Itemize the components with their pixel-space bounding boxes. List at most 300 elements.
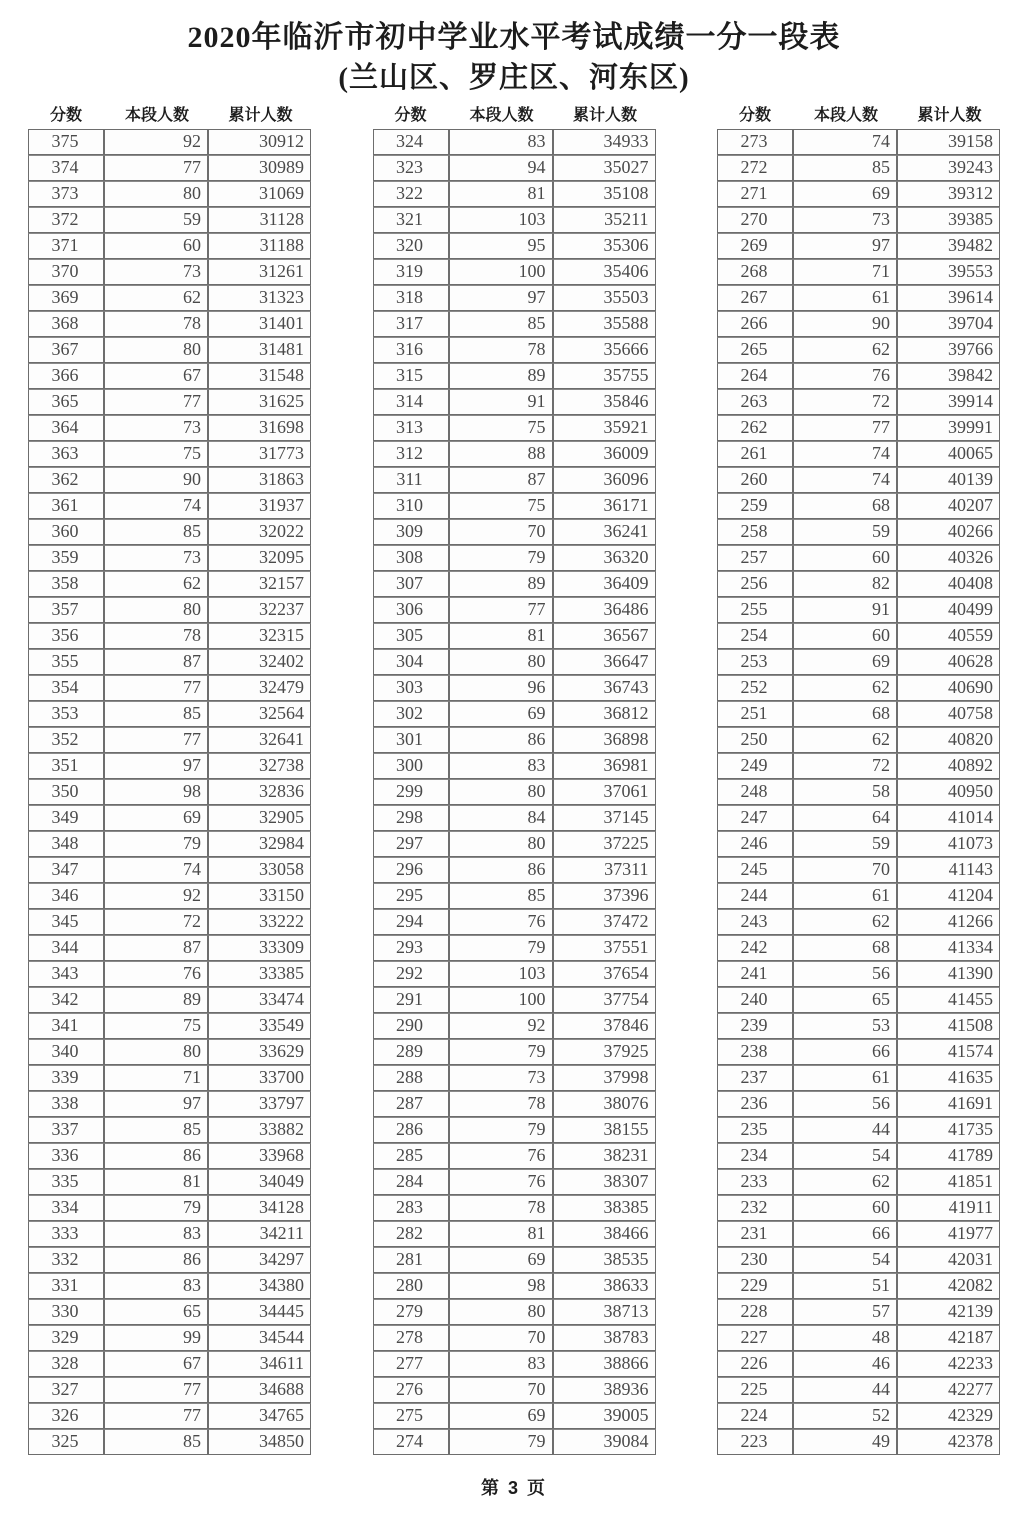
table-row [28, 1325, 311, 1351]
cell-segment-count: 70 [449, 1325, 553, 1351]
table-row [373, 675, 656, 701]
table-row [373, 1221, 656, 1247]
cell-segment-count: 60 [793, 623, 897, 649]
cell-cumulative-count: 39482 [897, 233, 1000, 259]
cell-cumulative-count: 37998 [553, 1065, 656, 1091]
cell-segment-count: 54 [793, 1247, 897, 1273]
cell-segment-count: 70 [449, 519, 553, 545]
cell-score: 264 [717, 363, 793, 389]
table-row [28, 1091, 311, 1117]
cell-score: 320 [373, 233, 449, 259]
cell-segment-count: 87 [449, 467, 553, 493]
cell-score: 229 [717, 1273, 793, 1299]
table-row [28, 649, 311, 675]
table-row [28, 1429, 311, 1455]
cell-score: 319 [373, 259, 449, 285]
cell-score: 238 [717, 1039, 793, 1065]
cell-cumulative-count: 41977 [897, 1221, 1000, 1247]
table-row [28, 805, 311, 831]
cell-segment-count: 86 [104, 1143, 208, 1169]
cell-score: 356 [28, 623, 104, 649]
cell-segment-count: 81 [449, 181, 553, 207]
cell-score: 322 [373, 181, 449, 207]
cell-segment-count: 77 [104, 675, 208, 701]
cell-cumulative-count: 34297 [208, 1247, 311, 1273]
cell-segment-count: 65 [104, 1299, 208, 1325]
cell-segment-count: 80 [449, 649, 553, 675]
cell-cumulative-count: 37925 [553, 1039, 656, 1065]
cell-segment-count: 56 [793, 1091, 897, 1117]
cell-score: 335 [28, 1169, 104, 1195]
cell-cumulative-count: 41691 [897, 1091, 1000, 1117]
cell-segment-count: 79 [449, 935, 553, 961]
cell-cumulative-count: 41455 [897, 987, 1000, 1013]
cell-score: 345 [28, 909, 104, 935]
score-table-block-3 [711, 106, 1006, 1455]
cell-cumulative-count: 32157 [208, 571, 311, 597]
cell-segment-count: 77 [104, 727, 208, 753]
cell-segment-count: 89 [449, 363, 553, 389]
cell-cumulative-count: 35503 [553, 285, 656, 311]
cell-cumulative-count: 39158 [897, 129, 1000, 155]
cell-cumulative-count: 36320 [553, 545, 656, 571]
cell-segment-count: 76 [104, 961, 208, 987]
cell-score: 334 [28, 1195, 104, 1221]
cell-segment-count: 74 [104, 857, 208, 883]
cell-score: 280 [373, 1273, 449, 1299]
cell-score: 275 [373, 1403, 449, 1429]
cell-segment-count: 68 [793, 493, 897, 519]
cell-segment-count: 83 [104, 1273, 208, 1299]
cell-score: 287 [373, 1091, 449, 1117]
cell-score: 256 [717, 571, 793, 597]
table-row [373, 389, 656, 415]
table-row [717, 155, 1000, 181]
cell-segment-count: 60 [793, 1195, 897, 1221]
cell-score: 288 [373, 1065, 449, 1091]
table-row [717, 571, 1000, 597]
cell-cumulative-count: 37311 [553, 857, 656, 883]
cell-segment-count: 67 [104, 363, 208, 389]
cell-score: 373 [28, 181, 104, 207]
table-row [373, 623, 656, 649]
cell-segment-count: 59 [793, 831, 897, 857]
cell-cumulative-count: 34128 [208, 1195, 311, 1221]
document-title-block [0, 0, 1028, 98]
table-row [373, 597, 656, 623]
cell-score: 237 [717, 1065, 793, 1091]
cell-cumulative-count: 35666 [553, 337, 656, 363]
cell-score: 374 [28, 155, 104, 181]
table-row [717, 1351, 1000, 1377]
cell-segment-count: 74 [104, 493, 208, 519]
cell-score: 230 [717, 1247, 793, 1273]
cell-score: 233 [717, 1169, 793, 1195]
cell-cumulative-count: 36743 [553, 675, 656, 701]
cell-segment-count: 52 [793, 1403, 897, 1429]
cell-segment-count: 87 [104, 649, 208, 675]
table-row [373, 909, 656, 935]
cell-score: 244 [717, 883, 793, 909]
cell-score: 348 [28, 831, 104, 857]
cell-cumulative-count: 32479 [208, 675, 311, 701]
table-row [373, 727, 656, 753]
table-row [28, 1065, 311, 1091]
column-header-segment-count: 本段人数 [469, 107, 534, 124]
cell-cumulative-count: 36009 [553, 441, 656, 467]
cell-score: 304 [373, 649, 449, 675]
table-row [28, 1403, 311, 1429]
table-row [28, 1351, 311, 1377]
cell-cumulative-count: 37846 [553, 1013, 656, 1039]
cell-score: 224 [717, 1403, 793, 1429]
cell-score: 246 [717, 831, 793, 857]
cell-segment-count: 98 [104, 779, 208, 805]
cell-cumulative-count: 32315 [208, 623, 311, 649]
score-distribution-table [28, 129, 311, 1455]
cell-score: 365 [28, 389, 104, 415]
column-header-segment-count: 本段人数 [813, 107, 878, 124]
table-row [28, 909, 311, 935]
cell-cumulative-count: 32641 [208, 727, 311, 753]
cell-segment-count: 74 [793, 129, 897, 155]
cell-cumulative-count: 36241 [553, 519, 656, 545]
cell-score: 371 [28, 233, 104, 259]
cell-segment-count: 80 [104, 337, 208, 363]
cell-cumulative-count: 36567 [553, 623, 656, 649]
cell-score: 291 [373, 987, 449, 1013]
cell-cumulative-count: 36898 [553, 727, 656, 753]
cell-score: 276 [373, 1377, 449, 1403]
table-row [373, 311, 656, 337]
cell-segment-count: 81 [449, 623, 553, 649]
cell-segment-count: 85 [104, 1117, 208, 1143]
cell-score: 249 [717, 753, 793, 779]
cell-cumulative-count: 31937 [208, 493, 311, 519]
cell-cumulative-count: 33150 [208, 883, 311, 909]
cell-cumulative-count: 36981 [553, 753, 656, 779]
table-row [28, 519, 311, 545]
cell-score: 310 [373, 493, 449, 519]
table-row [28, 987, 311, 1013]
table-row [717, 181, 1000, 207]
table-header-row [711, 106, 1006, 129]
cell-score: 273 [717, 129, 793, 155]
table-row [717, 129, 1000, 155]
table-row [717, 441, 1000, 467]
cell-score: 315 [373, 363, 449, 389]
cell-score: 261 [717, 441, 793, 467]
cell-cumulative-count: 38155 [553, 1117, 656, 1143]
table-row [28, 831, 311, 857]
cell-cumulative-count: 32402 [208, 649, 311, 675]
cell-segment-count: 46 [793, 1351, 897, 1377]
table-row [28, 1039, 311, 1065]
cell-score: 234 [717, 1143, 793, 1169]
cell-segment-count: 96 [449, 675, 553, 701]
cell-segment-count: 80 [104, 597, 208, 623]
cell-score: 368 [28, 311, 104, 337]
cell-score: 235 [717, 1117, 793, 1143]
cell-score: 279 [373, 1299, 449, 1325]
cell-segment-count: 97 [104, 753, 208, 779]
table-row [373, 545, 656, 571]
cell-cumulative-count: 33797 [208, 1091, 311, 1117]
table-row [717, 519, 1000, 545]
cell-cumulative-count: 37145 [553, 805, 656, 831]
cell-cumulative-count: 38866 [553, 1351, 656, 1377]
cell-cumulative-count: 33549 [208, 1013, 311, 1039]
table-row [373, 883, 656, 909]
table-row [373, 1169, 656, 1195]
cell-cumulative-count: 37654 [553, 961, 656, 987]
table-row [373, 181, 656, 207]
cell-score: 260 [717, 467, 793, 493]
table-row [28, 623, 311, 649]
cell-score: 299 [373, 779, 449, 805]
cell-score: 313 [373, 415, 449, 441]
cell-cumulative-count: 37551 [553, 935, 656, 961]
table-row [28, 467, 311, 493]
cell-score: 366 [28, 363, 104, 389]
cell-cumulative-count: 42329 [897, 1403, 1000, 1429]
cell-segment-count: 73 [449, 1065, 553, 1091]
table-row [28, 597, 311, 623]
cell-segment-count: 80 [449, 1299, 553, 1325]
cell-score: 341 [28, 1013, 104, 1039]
cell-cumulative-count: 32237 [208, 597, 311, 623]
cell-score: 262 [717, 415, 793, 441]
cell-score: 231 [717, 1221, 793, 1247]
table-row [717, 311, 1000, 337]
table-row [717, 909, 1000, 935]
cell-segment-count: 51 [793, 1273, 897, 1299]
cell-segment-count: 76 [449, 1143, 553, 1169]
cell-score: 329 [28, 1325, 104, 1351]
cell-cumulative-count: 30912 [208, 129, 311, 155]
cell-segment-count: 66 [793, 1221, 897, 1247]
cell-segment-count: 49 [793, 1429, 897, 1455]
cell-score: 227 [717, 1325, 793, 1351]
cell-segment-count: 75 [104, 1013, 208, 1039]
cell-segment-count: 78 [104, 311, 208, 337]
cell-score: 293 [373, 935, 449, 961]
cell-cumulative-count: 34850 [208, 1429, 311, 1455]
table-row [28, 1377, 311, 1403]
score-table-block-2 [367, 106, 662, 1455]
cell-score: 263 [717, 389, 793, 415]
table-row [28, 779, 311, 805]
table-row [717, 779, 1000, 805]
cell-cumulative-count: 38936 [553, 1377, 656, 1403]
cell-cumulative-count: 42277 [897, 1377, 1000, 1403]
table-row [373, 857, 656, 883]
cell-cumulative-count: 31128 [208, 207, 311, 233]
cell-segment-count: 81 [104, 1169, 208, 1195]
cell-segment-count: 71 [793, 259, 897, 285]
table-row [28, 207, 311, 233]
cell-cumulative-count: 38783 [553, 1325, 656, 1351]
table-row [373, 831, 656, 857]
cell-cumulative-count: 36812 [553, 701, 656, 727]
cell-cumulative-count: 37225 [553, 831, 656, 857]
cell-segment-count: 90 [793, 311, 897, 337]
cell-score: 252 [717, 675, 793, 701]
column-header-score: 分数 [49, 107, 82, 124]
table-row [373, 571, 656, 597]
cell-score: 300 [373, 753, 449, 779]
column-header-score: 分数 [394, 107, 427, 124]
cell-segment-count: 73 [793, 207, 897, 233]
cell-segment-count: 92 [104, 129, 208, 155]
table-header-row [22, 106, 317, 129]
cell-score: 362 [28, 467, 104, 493]
cell-cumulative-count: 41635 [897, 1065, 1000, 1091]
cell-segment-count: 83 [449, 1351, 553, 1377]
cell-segment-count: 85 [449, 883, 553, 909]
table-row [28, 441, 311, 467]
cell-score: 258 [717, 519, 793, 545]
table-row [373, 1351, 656, 1377]
table-row [717, 935, 1000, 961]
cell-score: 354 [28, 675, 104, 701]
cell-cumulative-count: 38535 [553, 1247, 656, 1273]
cell-segment-count: 78 [104, 623, 208, 649]
cell-score: 343 [28, 961, 104, 987]
cell-segment-count: 99 [104, 1325, 208, 1351]
table-row [373, 415, 656, 441]
cell-cumulative-count: 41574 [897, 1039, 1000, 1065]
cell-cumulative-count: 39005 [553, 1403, 656, 1429]
cell-segment-count: 80 [449, 831, 553, 857]
cell-cumulative-count: 34688 [208, 1377, 311, 1403]
table-row [373, 1429, 656, 1455]
cell-cumulative-count: 39842 [897, 363, 1000, 389]
cell-cumulative-count: 34765 [208, 1403, 311, 1429]
cell-cumulative-count: 40065 [897, 441, 1000, 467]
cell-segment-count: 62 [104, 571, 208, 597]
cell-segment-count: 75 [449, 415, 553, 441]
cell-cumulative-count: 33629 [208, 1039, 311, 1065]
table-row [373, 1065, 656, 1091]
score-distribution-table [373, 129, 656, 1455]
table-row [717, 493, 1000, 519]
cell-cumulative-count: 31188 [208, 233, 311, 259]
table-row [717, 961, 1000, 987]
cell-segment-count: 89 [104, 987, 208, 1013]
cell-score: 375 [28, 129, 104, 155]
cell-segment-count: 74 [793, 441, 897, 467]
cell-score: 228 [717, 1299, 793, 1325]
cell-segment-count: 76 [793, 363, 897, 389]
table-row [28, 1299, 311, 1325]
cell-cumulative-count: 40408 [897, 571, 1000, 597]
cell-cumulative-count: 31261 [208, 259, 311, 285]
cell-cumulative-count: 35211 [553, 207, 656, 233]
cell-score: 372 [28, 207, 104, 233]
cell-segment-count: 75 [104, 441, 208, 467]
cell-score: 255 [717, 597, 793, 623]
table-row [717, 1091, 1000, 1117]
table-row [373, 363, 656, 389]
page-title: 2020年临沂市初中学业水平考试成绩一分一段表 [187, 21, 841, 54]
table-row [373, 1091, 656, 1117]
table-row [373, 441, 656, 467]
cell-segment-count: 97 [449, 285, 553, 311]
cell-score: 309 [373, 519, 449, 545]
table-row [717, 1377, 1000, 1403]
cell-score: 240 [717, 987, 793, 1013]
cell-segment-count: 54 [793, 1143, 897, 1169]
cell-cumulative-count: 33385 [208, 961, 311, 987]
cell-cumulative-count: 40950 [897, 779, 1000, 805]
cell-score: 311 [373, 467, 449, 493]
cell-score: 367 [28, 337, 104, 363]
cell-score: 294 [373, 909, 449, 935]
cell-score: 321 [373, 207, 449, 233]
cell-segment-count: 72 [104, 909, 208, 935]
cell-cumulative-count: 40690 [897, 675, 1000, 701]
cell-cumulative-count: 34544 [208, 1325, 311, 1351]
cell-cumulative-count: 37061 [553, 779, 656, 805]
cell-cumulative-count: 41735 [897, 1117, 1000, 1143]
cell-segment-count: 76 [449, 1169, 553, 1195]
cell-score: 302 [373, 701, 449, 727]
cell-score: 226 [717, 1351, 793, 1377]
cell-segment-count: 62 [104, 285, 208, 311]
cell-segment-count: 60 [104, 233, 208, 259]
cell-cumulative-count: 33058 [208, 857, 311, 883]
cell-cumulative-count: 42031 [897, 1247, 1000, 1273]
page-footer [0, 1474, 1028, 1500]
cell-segment-count: 69 [793, 649, 897, 675]
cell-segment-count: 82 [793, 571, 897, 597]
cell-segment-count: 100 [449, 987, 553, 1013]
table-row [373, 285, 656, 311]
cell-score: 296 [373, 857, 449, 883]
cell-score: 241 [717, 961, 793, 987]
cell-cumulative-count: 34211 [208, 1221, 311, 1247]
cell-score: 253 [717, 649, 793, 675]
cell-cumulative-count: 38307 [553, 1169, 656, 1195]
cell-segment-count: 78 [449, 1091, 553, 1117]
cell-cumulative-count: 39243 [897, 155, 1000, 181]
cell-segment-count: 103 [449, 207, 553, 233]
cell-score: 243 [717, 909, 793, 935]
table-row [373, 779, 656, 805]
cell-segment-count: 80 [104, 181, 208, 207]
column-header-cumulative-count: 累计人数 [572, 107, 637, 124]
table-row [717, 1065, 1000, 1091]
cell-score: 225 [717, 1377, 793, 1403]
cell-score: 286 [373, 1117, 449, 1143]
table-row [373, 987, 656, 1013]
cell-segment-count: 95 [449, 233, 553, 259]
table-row [28, 337, 311, 363]
table-row [28, 1169, 311, 1195]
cell-segment-count: 72 [793, 753, 897, 779]
cell-cumulative-count: 31323 [208, 285, 311, 311]
cell-segment-count: 103 [449, 961, 553, 987]
cell-cumulative-count: 32984 [208, 831, 311, 857]
cell-cumulative-count: 40758 [897, 701, 1000, 727]
cell-score: 301 [373, 727, 449, 753]
cell-score: 239 [717, 1013, 793, 1039]
cell-segment-count: 62 [793, 675, 897, 701]
page-number: 第 3 页 [480, 1478, 547, 1498]
cell-segment-count: 97 [104, 1091, 208, 1117]
cell-score: 284 [373, 1169, 449, 1195]
